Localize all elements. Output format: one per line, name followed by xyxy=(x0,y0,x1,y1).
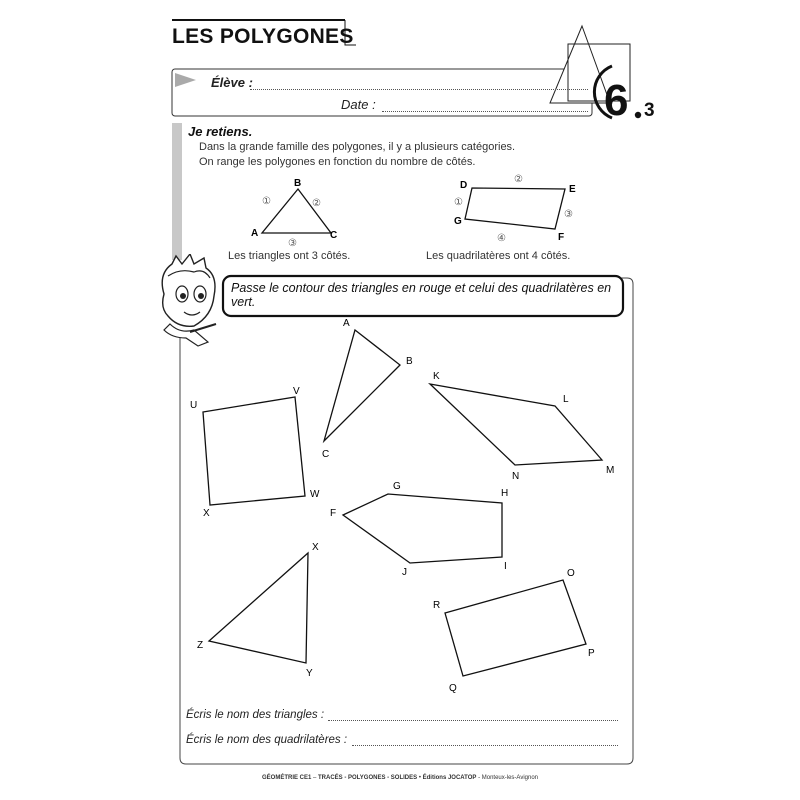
vertex-label: X xyxy=(203,508,210,519)
lesson-line-1: Dans la grande famille des polygones, il y a plusieurs catégories. xyxy=(199,141,516,153)
vertex-label: W xyxy=(310,489,320,500)
side-number: ① xyxy=(454,197,463,208)
vertex-label: P xyxy=(588,648,595,659)
shape-ABC[interactable] xyxy=(324,330,400,441)
footer-sep: – xyxy=(313,775,317,781)
vertex-label: F xyxy=(330,508,337,519)
vertex-label: B xyxy=(294,178,302,189)
vertex-label: H xyxy=(501,488,509,499)
lesson-heading: Je retiens. xyxy=(188,124,253,139)
side-number: ② xyxy=(514,174,523,185)
footer-bullet: • xyxy=(418,775,421,781)
vertex-label: X xyxy=(312,542,319,553)
side-number: ③ xyxy=(564,209,573,220)
side-number: ① xyxy=(262,196,271,207)
vertex-label: N xyxy=(512,471,520,482)
vertex-label: G xyxy=(454,216,462,227)
vertex-label: M xyxy=(606,465,615,476)
footer-subject: GÉOMÉTRIE CE1 xyxy=(261,775,312,781)
vertex-label: O xyxy=(567,568,575,579)
vertex-label: I xyxy=(504,561,507,572)
footer-topic: TRACÉS - POLYGONES - SOLIDES xyxy=(318,775,418,781)
side-number: ③ xyxy=(288,238,297,249)
side-number: ② xyxy=(312,198,321,209)
vertex-label: E xyxy=(569,184,576,195)
date-label: Date : xyxy=(341,97,376,112)
shape-XYZ[interactable] xyxy=(209,553,308,663)
triangle-caption: Les triangles ont 3 côtés. xyxy=(228,250,351,262)
vertex-label: K xyxy=(433,371,440,382)
answer-quadrilaterals-field[interactable] xyxy=(352,745,618,746)
vertex-label: U xyxy=(190,400,198,411)
footer-city: - Monteux-les-Avignon xyxy=(478,775,538,781)
vertex-label: A xyxy=(343,318,350,329)
vertex-label: L xyxy=(563,394,569,405)
shape-UVWX[interactable] xyxy=(203,397,305,505)
shape-KLMN[interactable] xyxy=(430,384,602,465)
vertex-label: G xyxy=(393,481,401,492)
question-quadrilaterals: Écris le nom des quadrilatères : xyxy=(186,734,348,746)
vertex-label: C xyxy=(322,449,330,460)
page-title: LES POLYGONES xyxy=(172,25,354,48)
quad-caption: Les quadrilatères ont 4 côtés. xyxy=(426,250,571,262)
page-footer xyxy=(0,775,800,781)
vertex-label: Q xyxy=(449,683,457,694)
answer-triangles-field[interactable] xyxy=(328,720,618,721)
shape-FGHIJ[interactable] xyxy=(343,494,502,563)
lesson-line-2: On range les polygones en fonction du nombre de côtés. xyxy=(199,156,476,168)
vertex-label: B xyxy=(406,356,413,367)
exercise-instruction: Passe le contour des triangles en rouge et celui des quadrilatères en vert. xyxy=(231,281,612,309)
vertex-label: Z xyxy=(197,640,204,651)
lesson-subnumber: 3 xyxy=(644,100,655,121)
vertex-label: V xyxy=(293,386,300,397)
question-triangles: Écris le nom des triangles : xyxy=(186,709,325,721)
vertex-label: R xyxy=(433,600,441,611)
vertex-label: F xyxy=(558,232,565,243)
vertex-label: Y xyxy=(306,668,313,679)
vertex-label: J xyxy=(402,567,407,578)
vertex-label: A xyxy=(251,228,259,239)
footer-publisher: Éditions JOCATOP xyxy=(422,775,477,781)
side-number: ④ xyxy=(497,233,506,244)
shape-OPQR[interactable] xyxy=(445,580,586,676)
vertex-label: C xyxy=(330,230,338,241)
vertex-label: D xyxy=(460,180,468,191)
eleve-label: Élève : xyxy=(211,75,253,90)
lesson-number: 6 xyxy=(604,76,629,125)
